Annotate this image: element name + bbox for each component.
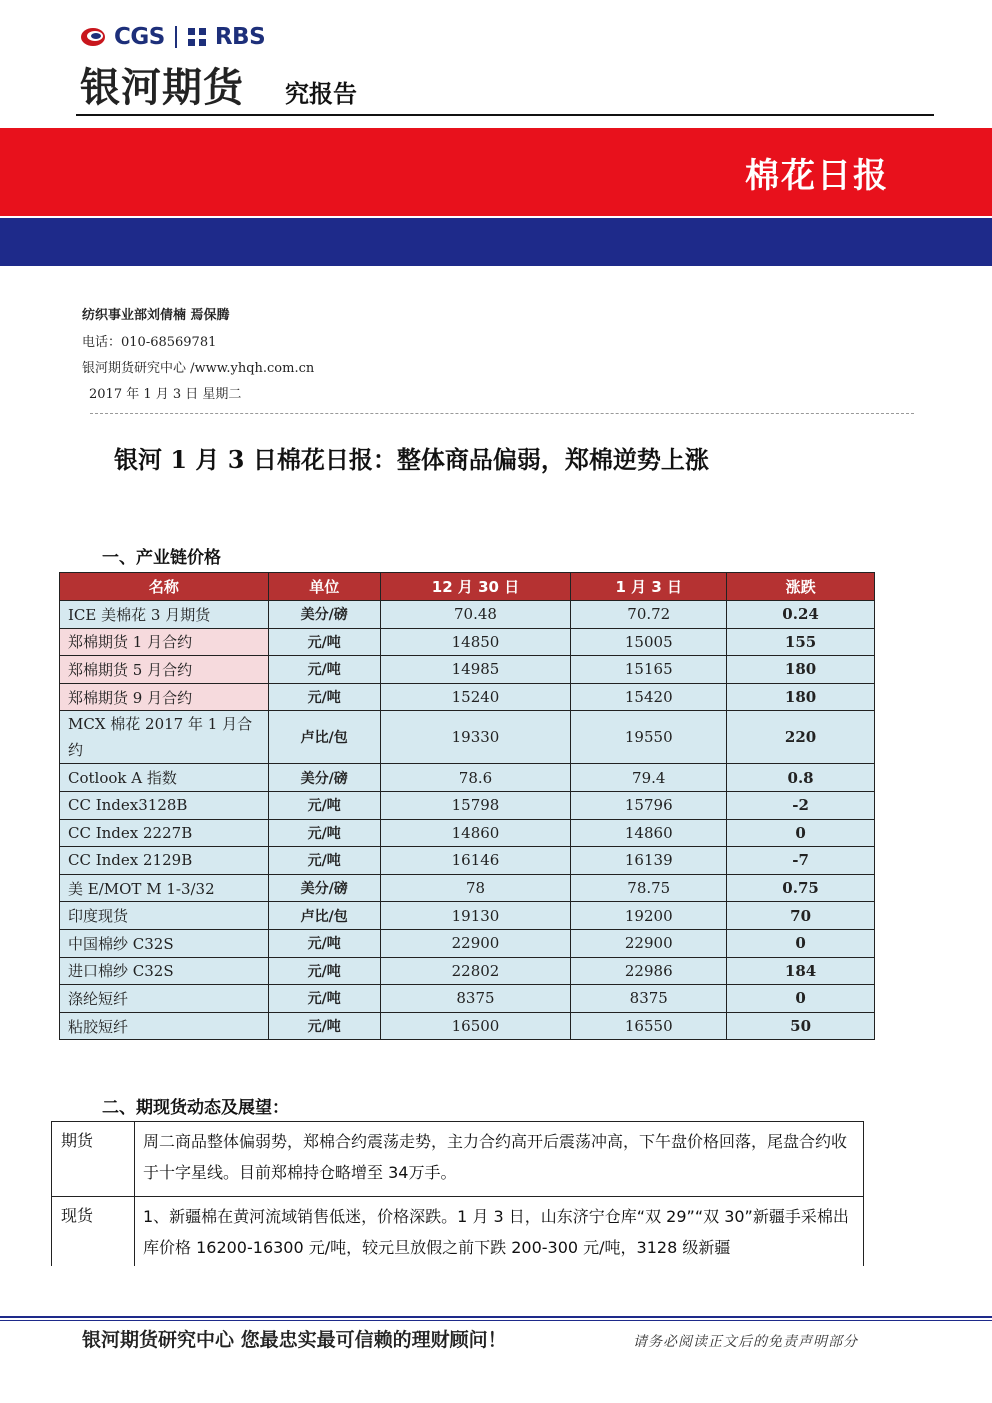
table-row (60, 764, 875, 792)
cell-unit: 元/吨 (268, 683, 380, 711)
cell-curr: 16550 (571, 1012, 727, 1040)
logo-separator (175, 26, 177, 48)
spot-text: 1、新疆棉在黄河流域销售低迷，价格深跌。1 月 3 日，山东济宁仓库“双 29”“双 30”新疆手采棉出库价格 16200-16300 元/吨，较元旦放假之前下跌 200-300 元/吨，3128 级新疆 (135, 1197, 864, 1272)
cell-curr: 16139 (571, 847, 727, 875)
footer-slogan: 银河期货研究中心 您最忠实最可信赖的理财顾问！ (82, 1329, 507, 1351)
cell-curr: 15796 (571, 791, 727, 819)
cell-curr: 15165 (571, 656, 727, 684)
cell-curr: 22986 (571, 957, 727, 985)
cell-unit: 元/吨 (268, 1012, 380, 1040)
cell-unit: 元/吨 (268, 985, 380, 1013)
table-row (60, 628, 875, 656)
cell-change: 220 (727, 711, 875, 764)
table-row (60, 656, 875, 684)
cell-curr: 22900 (571, 929, 727, 957)
table-row (60, 957, 875, 985)
cgs-swirl-icon (80, 26, 106, 48)
cell-change: -2 (727, 791, 875, 819)
cell-unit: 元/吨 (268, 847, 380, 875)
cell-prev: 15240 (380, 683, 571, 711)
cell-prev: 19330 (380, 711, 571, 764)
website: 银河期货研究中心 /www.yhqh.com.cn (82, 361, 315, 376)
table-row (60, 601, 875, 629)
cell-curr: 15420 (571, 683, 727, 711)
cell-prev: 78.6 (380, 764, 571, 792)
cell-name: 涤纶短纤 (60, 985, 269, 1013)
cell-unit: 元/吨 (268, 957, 380, 985)
cell-curr: 19200 (571, 902, 727, 930)
cell-unit: 美分/磅 (268, 601, 380, 629)
cell-unit: 卢比/包 (268, 902, 380, 930)
meta-divider (90, 413, 914, 414)
col-header-name: 名称 (60, 573, 269, 601)
cell-prev: 22900 (380, 929, 571, 957)
spot-label: 现货 (52, 1197, 135, 1272)
cell-name: 郑棉期货 1 月合约 (60, 628, 269, 656)
cell-curr: 15005 (571, 628, 727, 656)
cell-prev: 14985 (380, 656, 571, 684)
cell-name: MCX 棉花 2017 年 1 月合约 (60, 711, 269, 764)
cell-change: 180 (727, 656, 875, 684)
cell-name: CC Index 2129B (60, 847, 269, 875)
logo-cgs-text: CGS (114, 24, 165, 50)
cell-unit: 元/吨 (268, 656, 380, 684)
cell-change: 50 (727, 1012, 875, 1040)
cell-change: 184 (727, 957, 875, 985)
cell-unit: 美分/磅 (268, 764, 380, 792)
brand-name: 银河期货 (80, 65, 244, 111)
headline: 银河 1 月 3 日棉花日报：整体商品偏弱，郑棉逆势上涨 (114, 445, 709, 474)
cell-prev: 16500 (380, 1012, 571, 1040)
cell-curr: 14860 (571, 819, 727, 847)
table-row (60, 985, 875, 1013)
table-row (60, 847, 875, 875)
table-row (60, 1012, 875, 1040)
cell-change: -7 (727, 847, 875, 875)
cell-curr: 70.72 (571, 601, 727, 629)
table-row (60, 791, 875, 819)
logo-rbs-text: RBS (214, 24, 266, 50)
col-header-unit: 单位 (268, 573, 380, 601)
phone: 电话：010-68569781 (82, 335, 217, 350)
cell-curr: 8375 (571, 985, 727, 1013)
cell-prev: 8375 (380, 985, 571, 1013)
price-table (59, 572, 875, 1040)
table-row (60, 683, 875, 711)
cell-name: 印度现货 (60, 902, 269, 930)
table-row (60, 929, 875, 957)
outlook-table (51, 1121, 864, 1272)
cell-unit: 美分/磅 (268, 874, 380, 902)
cell-name: 郑棉期货 9 月合约 (60, 683, 269, 711)
table-row (60, 819, 875, 847)
cell-prev: 15798 (380, 791, 571, 819)
cell-change: 0.24 (727, 601, 875, 629)
brand-subtitle: 究报告 (285, 80, 357, 108)
cell-change: 0 (727, 819, 875, 847)
cell-curr: 78.75 (571, 874, 727, 902)
cell-change: 0.75 (727, 874, 875, 902)
cell-prev: 22802 (380, 957, 571, 985)
cell-curr: 79.4 (571, 764, 727, 792)
cell-prev: 14850 (380, 628, 571, 656)
cell-change: 155 (727, 628, 875, 656)
report-date: 2017 年 1 月 3 日 星期二 (89, 387, 242, 402)
cell-change: 0 (727, 985, 875, 1013)
cell-unit: 元/吨 (268, 628, 380, 656)
cell-name: CC Index3128B (60, 791, 269, 819)
footer-disclaimer: 请务必阅读正文后的免责声明部分 (633, 1334, 858, 1350)
authors: 纺织事业部刘倩楠 焉保腾 (82, 308, 230, 323)
logo-cgs-rbs (80, 24, 265, 50)
cell-prev: 14860 (380, 819, 571, 847)
cell-change: 180 (727, 683, 875, 711)
outlook-row-spot (52, 1197, 864, 1272)
footer-rule-thin (0, 1320, 992, 1321)
cell-unit: 卢比/包 (268, 711, 380, 764)
cell-name: 粘胶短纤 (60, 1012, 269, 1040)
table-row (60, 874, 875, 902)
col-header-change: 涨跌 (727, 573, 875, 601)
cell-change: 0 (727, 929, 875, 957)
table-row (60, 902, 875, 930)
cell-unit: 元/吨 (268, 819, 380, 847)
cell-prev: 78 (380, 874, 571, 902)
cell-prev: 70.48 (380, 601, 571, 629)
rbs-daisy-icon (187, 27, 207, 47)
cell-name: 郑棉期货 5 月合约 (60, 656, 269, 684)
cell-change: 0.8 (727, 764, 875, 792)
cell-name: ICE 美棉花 3 月期货 (60, 601, 269, 629)
footer-rule (0, 1316, 992, 1318)
page-bottom-mask (0, 1266, 992, 1306)
cell-prev: 19130 (380, 902, 571, 930)
section2-title: 二、期现货动态及展望： (102, 1098, 289, 1118)
col-header-curr: 1 月 3 日 (571, 573, 727, 601)
col-header-prev: 12 月 30 日 (380, 573, 571, 601)
outlook-row-futures (52, 1122, 864, 1197)
futures-label: 期货 (52, 1122, 135, 1197)
cell-name: CC Index 2227B (60, 819, 269, 847)
header-rule (76, 114, 934, 116)
cell-name: 进口棉纱 C32S (60, 957, 269, 985)
cell-unit: 元/吨 (268, 929, 380, 957)
cell-name: 中国棉纱 C32S (60, 929, 269, 957)
cell-unit: 元/吨 (268, 791, 380, 819)
report-title: 棉花日报 (745, 156, 889, 196)
cell-prev: 16146 (380, 847, 571, 875)
cell-name: 美 E/MOT M 1-3/32 (60, 874, 269, 902)
cell-curr: 19550 (571, 711, 727, 764)
cell-change: 70 (727, 902, 875, 930)
price-table-header (60, 573, 875, 601)
section1-title: 一、产业链价格 (102, 548, 221, 568)
blue-banner (0, 218, 992, 266)
cell-name: Cotlook A 指数 (60, 764, 269, 792)
futures-text: 周二商品整体偏弱势，郑棉合约震荡走势，主力合约高开后震荡冲高，下午盘价格回落，尾盘合约收于十字星线。目前郑棉持仓略增至 34万手。 (135, 1122, 864, 1197)
table-row (60, 711, 875, 764)
